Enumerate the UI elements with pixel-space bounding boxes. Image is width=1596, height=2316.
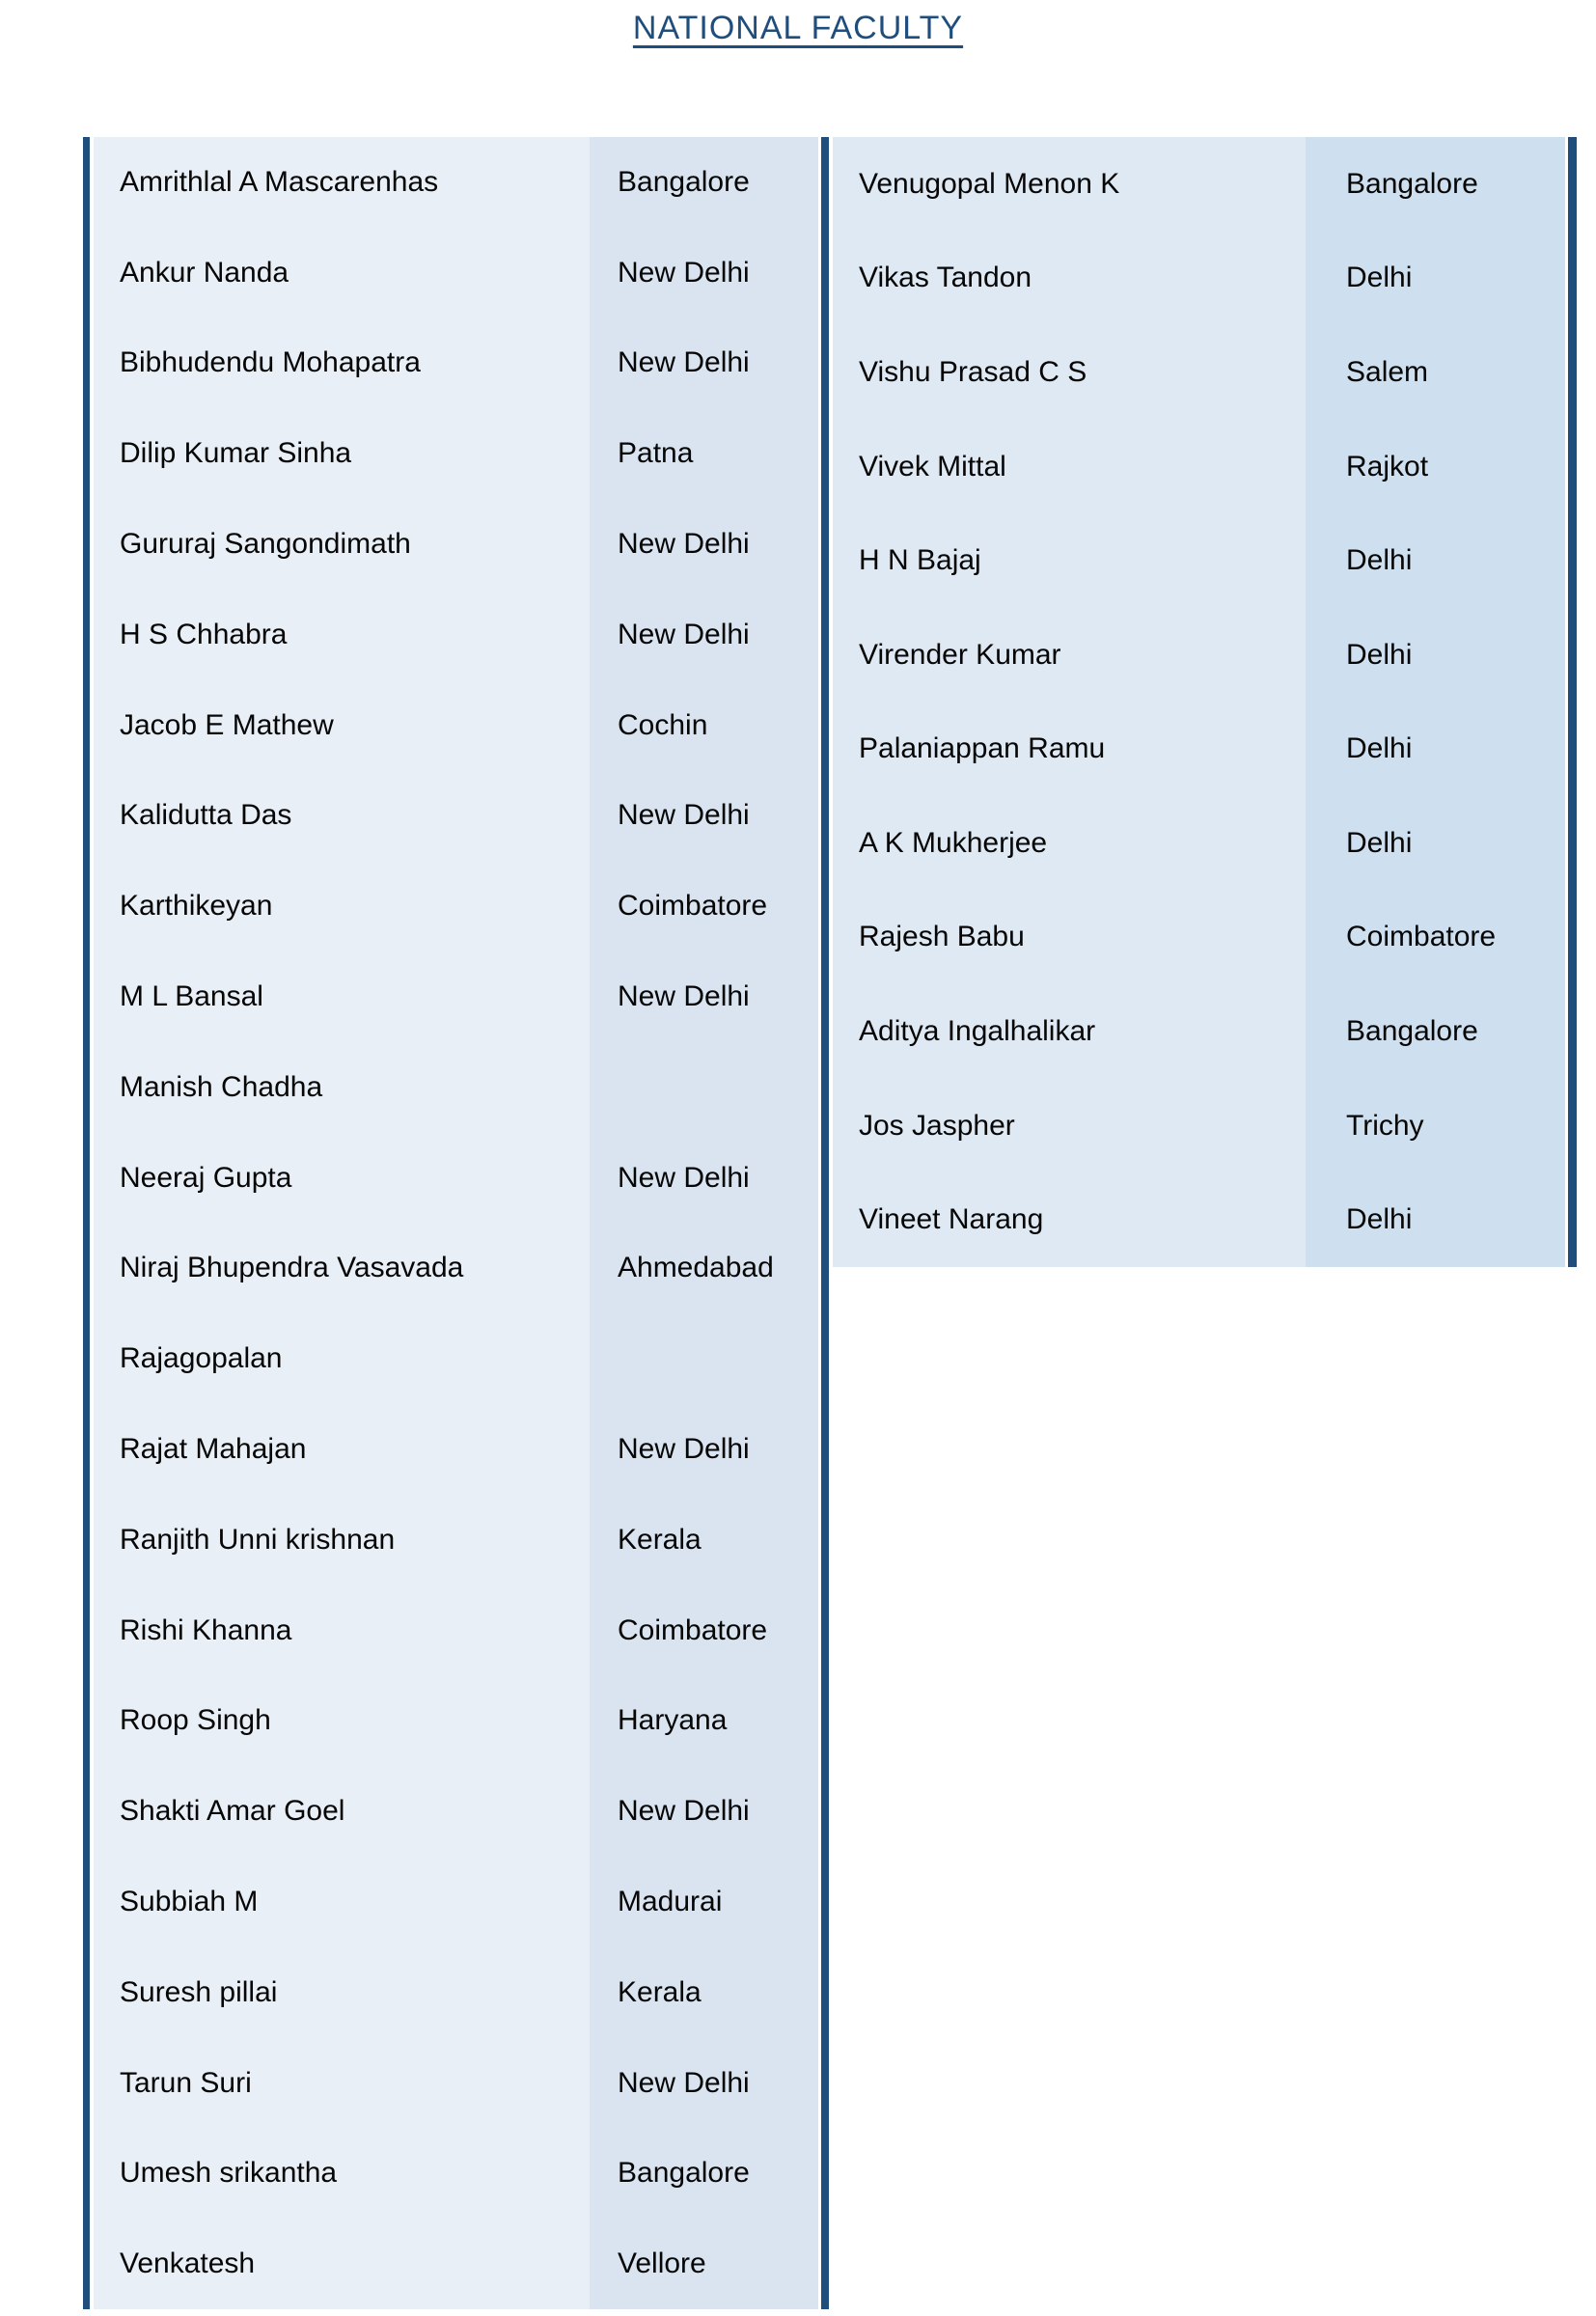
faculty-city: Coimbatore <box>1306 891 1565 985</box>
faculty-row <box>94 1585 818 1676</box>
faculty-city: Trichy <box>1306 1079 1565 1173</box>
faculty-city: New Delhi <box>590 2038 818 2129</box>
faculty-name: Kalidutta Das <box>94 771 590 862</box>
faculty-row <box>94 771 818 862</box>
faculty-name: Bibhudendu Mohapatra <box>94 318 590 409</box>
faculty-row <box>94 1313 818 1404</box>
faculty-city: Delhi <box>1306 232 1565 326</box>
faculty-row <box>94 1495 818 1585</box>
faculty-row <box>94 861 818 951</box>
faculty-city: Kerala <box>590 1947 818 2038</box>
faculty-city: Delhi <box>1306 513 1565 608</box>
faculty-name: Virender Kumar <box>833 608 1306 703</box>
faculty-row <box>94 951 818 1042</box>
faculty-name: Suresh pillai <box>94 1947 590 2038</box>
faculty-name: Rajagopalan <box>94 1313 590 1404</box>
faculty-name: Vivek Mittal <box>833 420 1306 514</box>
faculty-name: Aditya Ingalhalikar <box>833 984 1306 1079</box>
faculty-row <box>94 408 818 499</box>
left-border-bar <box>83 137 90 2309</box>
faculty-rows-left <box>94 137 818 2309</box>
faculty-name: Tarun Suri <box>94 2038 590 2129</box>
faculty-city <box>590 1042 818 1133</box>
faculty-name: Rajat Mahajan <box>94 1404 590 1495</box>
faculty-name: Manish Chadha <box>94 1042 590 1133</box>
faculty-city: Patna <box>590 408 818 499</box>
faculty-row <box>833 796 1565 891</box>
faculty-city: Bangalore <box>1306 984 1565 1079</box>
faculty-row <box>94 1947 818 2038</box>
faculty-name: Subbiah M <box>94 1857 590 1947</box>
faculty-city <box>590 1313 818 1404</box>
faculty-row <box>94 1133 818 1224</box>
faculty-name: H N Bajaj <box>833 513 1306 608</box>
faculty-row <box>94 1676 818 1767</box>
faculty-row <box>833 1172 1565 1267</box>
faculty-rows-right <box>833 137 1565 1267</box>
faculty-city: Bangalore <box>590 137 818 228</box>
faculty-name: A K Mukherjee <box>833 796 1306 891</box>
faculty-name: Vikas Tandon <box>833 232 1306 326</box>
page-title-text: NATIONAL FACULTY <box>632 10 964 46</box>
faculty-name: Venugopal Menon K <box>833 137 1306 232</box>
faculty-city: New Delhi <box>590 228 818 318</box>
faculty-row <box>94 1042 818 1133</box>
faculty-name: Jos Jaspher <box>833 1079 1306 1173</box>
faculty-name: Roop Singh <box>94 1676 590 1767</box>
faculty-name: Ranjith Unni krishnan <box>94 1495 590 1585</box>
faculty-city: Delhi <box>1306 608 1565 703</box>
faculty-city: Ahmedabad <box>590 1224 818 1314</box>
faculty-city: New Delhi <box>590 1404 818 1495</box>
faculty-name: Karthikeyan <box>94 861 590 951</box>
faculty-city: Salem <box>1306 325 1565 420</box>
faculty-row <box>94 1857 818 1947</box>
faculty-row <box>833 1079 1565 1173</box>
faculty-row <box>833 608 1565 703</box>
faculty-row <box>94 1766 818 1857</box>
faculty-city: New Delhi <box>590 499 818 590</box>
faculty-city: Haryana <box>590 1676 818 1767</box>
faculty-row <box>833 984 1565 1079</box>
faculty-column-left <box>83 137 829 2309</box>
faculty-name: Gururaj Sangondimath <box>94 499 590 590</box>
faculty-row <box>94 2038 818 2129</box>
faculty-name: Niraj Bhupendra Vasavada <box>94 1224 590 1314</box>
faculty-city: Kerala <box>590 1495 818 1585</box>
faculty-city: Bangalore <box>590 2129 818 2220</box>
faculty-city: Coimbatore <box>590 861 818 951</box>
faculty-city: New Delhi <box>590 951 818 1042</box>
faculty-name: H S Chhabra <box>94 590 590 680</box>
faculty-row <box>94 318 818 409</box>
faculty-row <box>94 590 818 680</box>
faculty-row <box>833 232 1565 326</box>
faculty-name: Vishu Prasad C S <box>833 325 1306 420</box>
faculty-row <box>94 228 818 318</box>
faculty-city: Cochin <box>590 680 818 771</box>
faculty-name: Palaniappan Ramu <box>833 702 1306 796</box>
faculty-name: Vineet Narang <box>833 1172 1306 1267</box>
faculty-row <box>833 702 1565 796</box>
faculty-name: Umesh srikantha <box>94 2129 590 2220</box>
faculty-column-right <box>833 137 1577 1267</box>
faculty-name: Amrithlal A Mascarenhas <box>94 137 590 228</box>
faculty-city: Bangalore <box>1306 137 1565 232</box>
right-border-bar <box>1568 137 1577 1267</box>
faculty-city: New Delhi <box>590 1133 818 1224</box>
faculty-row <box>94 2219 818 2309</box>
faculty-city: Coimbatore <box>590 1585 818 1676</box>
faculty-row <box>94 680 818 771</box>
faculty-city: Madurai <box>590 1857 818 1947</box>
faculty-city: Vellore <box>590 2219 818 2309</box>
faculty-row <box>94 137 818 228</box>
center-divider-bar <box>821 137 829 2309</box>
faculty-row <box>833 891 1565 985</box>
faculty-name: Shakti Amar Goel <box>94 1766 590 1857</box>
faculty-city: New Delhi <box>590 318 818 409</box>
faculty-row <box>94 1404 818 1495</box>
faculty-city: Delhi <box>1306 702 1565 796</box>
faculty-name: Rishi Khanna <box>94 1585 590 1676</box>
faculty-name: Neeraj Gupta <box>94 1133 590 1224</box>
faculty-name: Dilip Kumar Sinha <box>94 408 590 499</box>
faculty-name: Ankur Nanda <box>94 228 590 318</box>
faculty-row <box>833 325 1565 420</box>
faculty-city: New Delhi <box>590 590 818 680</box>
faculty-name: Rajesh Babu <box>833 891 1306 985</box>
page-title <box>0 10 1596 47</box>
faculty-row <box>833 420 1565 514</box>
faculty-row <box>94 1224 818 1314</box>
faculty-city: Delhi <box>1306 796 1565 891</box>
faculty-row <box>833 513 1565 608</box>
faculty-name: Jacob E Mathew <box>94 680 590 771</box>
faculty-row <box>833 137 1565 232</box>
faculty-city: Delhi <box>1306 1172 1565 1267</box>
faculty-name: M L Bansal <box>94 951 590 1042</box>
faculty-city: Rajkot <box>1306 420 1565 514</box>
faculty-row <box>94 499 818 590</box>
faculty-row <box>94 2129 818 2220</box>
faculty-city: New Delhi <box>590 771 818 862</box>
faculty-city: New Delhi <box>590 1766 818 1857</box>
faculty-name: Venkatesh <box>94 2219 590 2309</box>
